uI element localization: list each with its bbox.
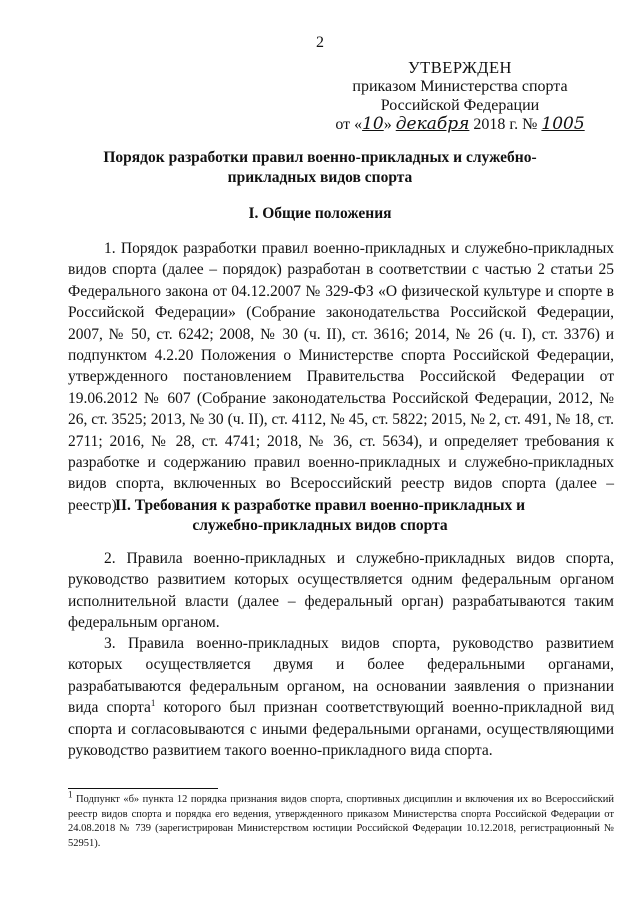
- paragraph-3-part-1: 3. Правила военно-прикладных видов спорта, руководство развитием которых осуществляется двумя и более федеральными органами, разрабатываются федеральным органом, на основании заявления о признании вида спорта: [68, 635, 614, 717]
- section-2-heading: [60, 496, 580, 536]
- approval-date-line: [330, 115, 590, 134]
- page-number: 2: [316, 34, 324, 51]
- paragraph-3-part-2: которого был признан соответствующий военно-прикладной вид спорта и согласовываются с иными федеральными органами, осуществляющими руководство развитием такого военно-прикладного вида спорта.: [68, 699, 614, 760]
- section-1-heading: I. Общие положения: [248, 205, 392, 222]
- handwritten-month: декабря: [395, 114, 470, 134]
- approval-line-country: Российской Федерации: [380, 97, 540, 114]
- section-2-heading-line-2: служебно-прикладных видов спорта: [192, 517, 448, 534]
- approval-heading: УТВЕРЖДЕН: [408, 58, 512, 77]
- section-2-heading-line-1: II. Требования к разработке правил военно-прикладных и: [114, 497, 526, 514]
- footnote: [68, 789, 614, 851]
- footnote-marker: 1: [68, 789, 73, 800]
- handwritten-day: 10: [362, 114, 384, 134]
- handwritten-order-number: 1005: [541, 114, 585, 134]
- paragraph-1: 1. Порядок разработки правил военно-прикладных и служебно-прикладных видов спорта (далее – порядок) разработан в соответствии с частью 2 статьи 25 Федерального закона от 04.12.2007 № 329-ФЗ «О физической культуре и спорте в Российской Федерации» (Собрание законодательства Российской Федерации, 2007, № 50, ст. 6242; 2008, № 30 (ч. II), ст. 3616; 2014, № 26 (ч. I), ст. 3376) и подпунктом 4.2.20 Положения о Министерстве спорта Российской Федерации, утвержденного постановлением Правительства Российской Федерации от 19.06.2012 № 607 (Собрание законодательства Российской Федерации, 2012, № 26, ст. 3525; 2013, № 30 (ч. II), ст. 4112, № 45, ст. 5822; 2015, № 2, ст. 491, № 18, ст. 2711; 2016, № 28, ст. 4741; 2018, № 36, ст. 5634), и определяет требования к разработке и содержанию правил военно-прикладных и служебно-прикладных видов спорта, включенных во Всероссийский реестр видов спорта (далее – реестр).: [68, 240, 614, 514]
- date-mid: »: [383, 116, 392, 133]
- footnote-text: Подпункт «б» пункта 12 порядка признания видов спорта, спортивных дисциплин и включения их во Всероссийский реестр видов спорта и порядка его ведения, утвержденного приказом Министерства спорта Российской Федерации от 24.08.2018 № 739 (зарегистрирован Министерством юстиции Российской Федерации 10.12.2018, регистрационный № 52951).: [68, 794, 614, 849]
- date-prefix: от «: [335, 116, 363, 133]
- year-text: 2018 г. №: [473, 116, 538, 133]
- approval-line-ministry: приказом Министерства спорта: [352, 78, 568, 95]
- approval-stamp: [330, 58, 590, 134]
- footnote-reference: 1: [150, 698, 156, 709]
- footnote-separator: [68, 788, 218, 789]
- paragraph-3: [68, 633, 614, 761]
- paragraph-2: 2. Правила военно-прикладных и служебно-прикладных видов спорта, руководство развитием которых осуществляется одним федеральным органом исполнительной власти (далее – федеральный орган) разрабатываются таким федеральным органом.: [68, 550, 614, 632]
- document-title: Порядок разработки правил военно-прикладных и служебно-прикладных видов спорта: [103, 149, 537, 186]
